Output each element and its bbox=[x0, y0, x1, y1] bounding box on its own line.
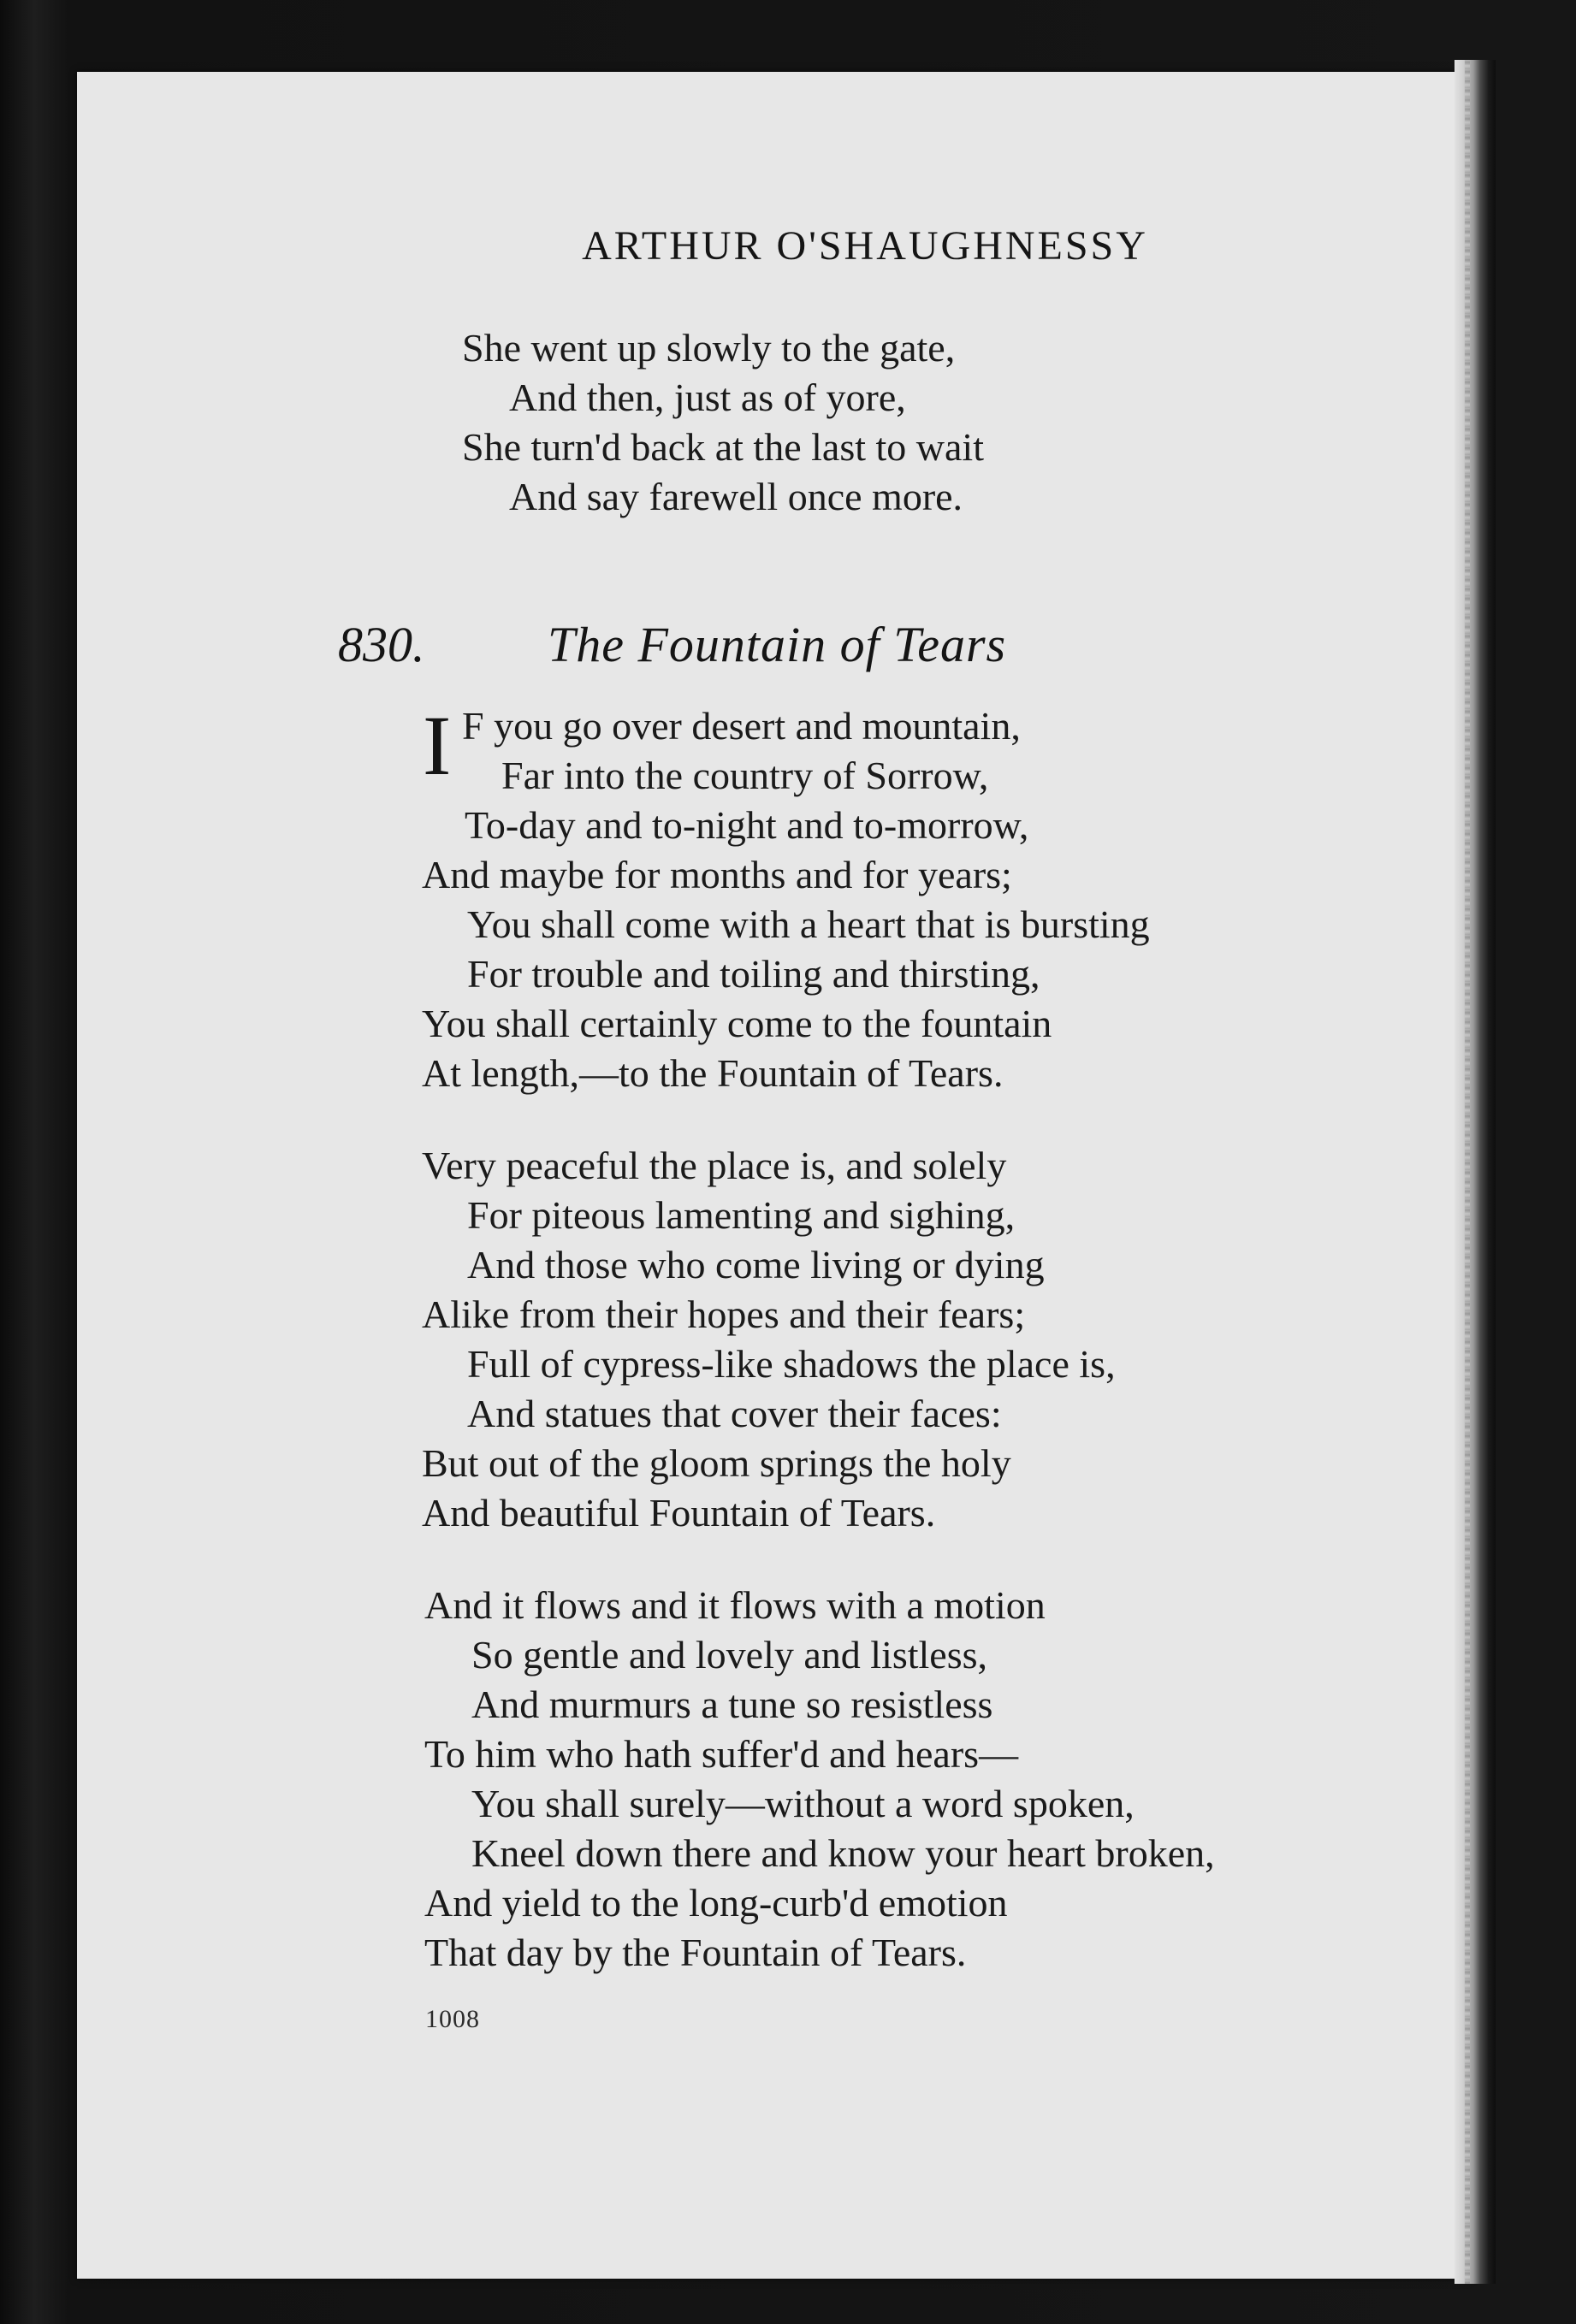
book-spine bbox=[1455, 60, 1496, 2284]
verse-line: That day by the Fountain of Tears. bbox=[424, 1931, 967, 1974]
verse-line: Kneel down there and know your heart broken, bbox=[471, 1831, 1215, 1875]
verse-line: And maybe for months and for years; bbox=[422, 853, 1012, 896]
verse-line: To-day and to-night and to-morrow, bbox=[465, 803, 1029, 847]
verse-line: For piteous lamenting and sighing, bbox=[467, 1193, 1016, 1237]
verse-line: She went up slowly to the gate, bbox=[462, 326, 956, 370]
verse-line: And murmurs a tune so resistless bbox=[471, 1682, 993, 1726]
verse-line: For trouble and toiling and thirsting, bbox=[467, 952, 1040, 996]
verse-line: She turn'd back at the last to wait bbox=[462, 425, 984, 469]
page-edges bbox=[1465, 60, 1470, 2284]
verse-line: You shall surely—without a word spoken, bbox=[471, 1782, 1135, 1825]
poem-title: The Fountain of Tears bbox=[548, 617, 1007, 672]
verse-line: And then, just as of yore, bbox=[509, 376, 906, 419]
verse-line: Alike from their hopes and their fears; bbox=[422, 1292, 1026, 1336]
verse-line: But out of the gloom springs the holy bbox=[422, 1441, 1011, 1485]
verse-line: To him who hath suffer'd and hears— bbox=[424, 1732, 1019, 1776]
verse-line: And yield to the long-curb'd emotion bbox=[424, 1881, 1008, 1925]
verse-line: And say farewell once more. bbox=[509, 475, 963, 518]
verse-line: And it flows and it flows with a motion bbox=[424, 1583, 1046, 1627]
drop-cap: I bbox=[423, 698, 452, 793]
verse-line: Very peaceful the place is, and solely bbox=[422, 1144, 1007, 1187]
verse-line: And beautiful Fountain of Tears. bbox=[422, 1491, 936, 1535]
verse-line: Far into the country of Sorrow, bbox=[501, 754, 989, 797]
page-number: 1008 bbox=[425, 2005, 480, 2033]
verse-line: You shall certainly come to the fountain bbox=[422, 1002, 1052, 1045]
verse-line: And those who come living or dying bbox=[467, 1243, 1045, 1286]
poem-number: 830. bbox=[338, 617, 425, 672]
verse-line: So gentle and lovely and listless, bbox=[471, 1633, 988, 1676]
verse-line: F you go over desert and mountain, bbox=[462, 704, 1021, 748]
running-head: ARTHUR O'SHAUGHNESSY bbox=[582, 223, 1148, 269]
verse-line: Full of cypress-like shadows the place is, bbox=[467, 1342, 1116, 1386]
verse-line: And statues that cover their faces: bbox=[467, 1392, 1002, 1435]
verse-line: At length,—to the Fountain of Tears. bbox=[422, 1051, 1004, 1095]
verse-line: You shall come with a heart that is bursting bbox=[467, 902, 1150, 946]
